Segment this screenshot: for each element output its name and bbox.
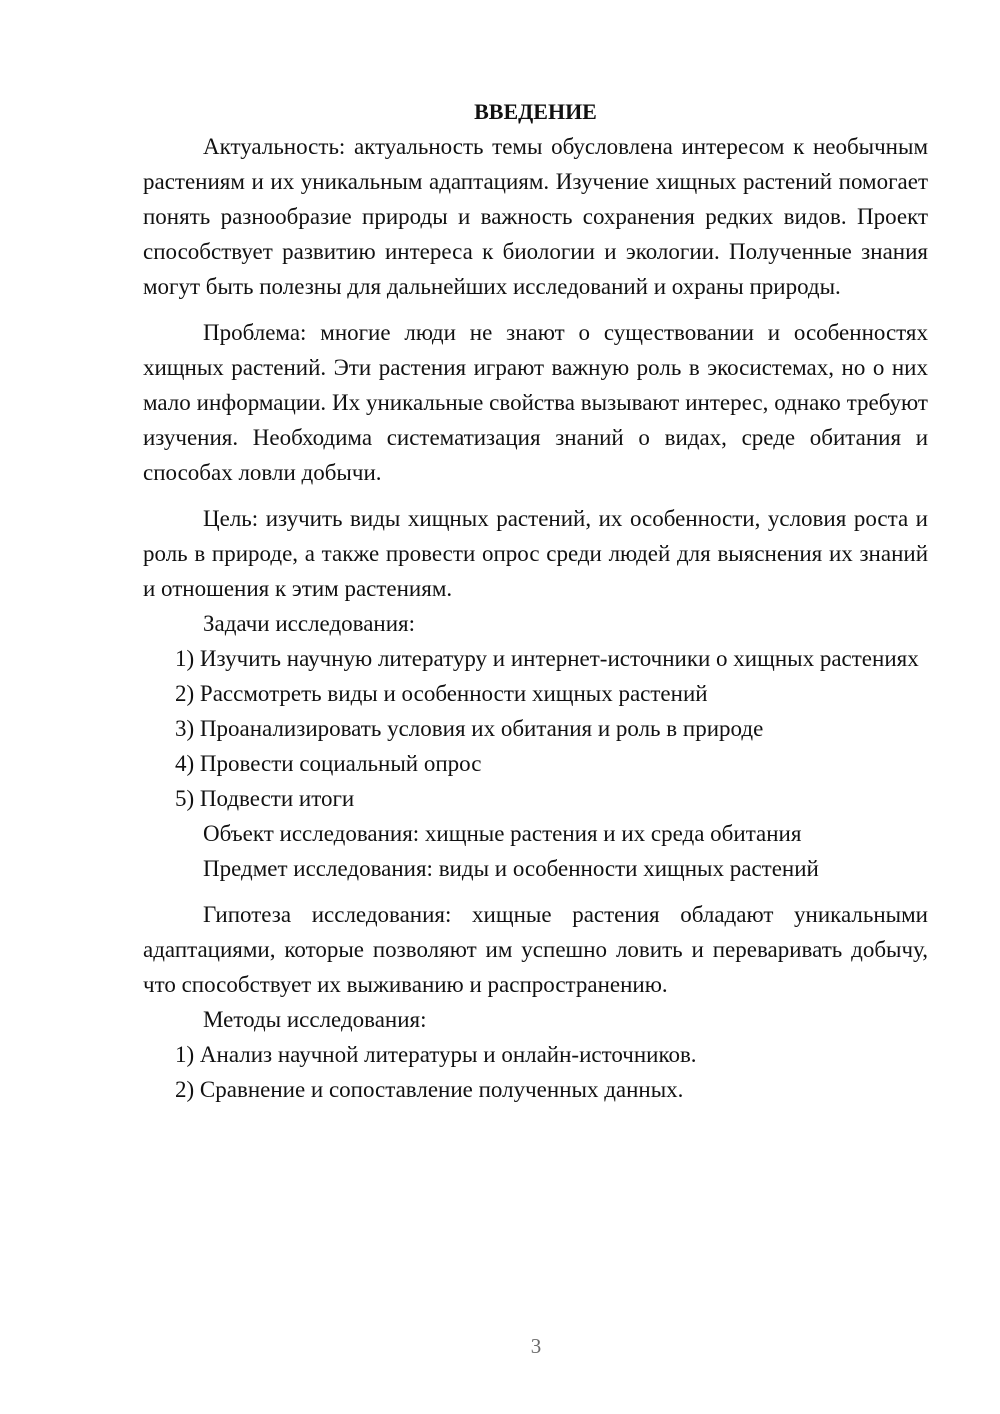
page-number: 3 xyxy=(530,1334,542,1358)
task-item: 2) Рассмотреть виды и особенности хищных растений xyxy=(175,681,708,706)
goal-paragraph: Цель: изучить виды хищных растений, их особенности, условия роста и роль в природе, а также провести опрос среди людей для выяснения их знаний и отношения к этим растениям. xyxy=(143,506,928,601)
tasks-heading: Задачи исследования: xyxy=(203,611,416,636)
problem-paragraph: Проблема: многие люди не знают о существовании и особенностях хищных растений. Эти растения играют важную роль в экосистемах, но о них мало информации. Их уникальные свойства вызывают интерес, однако требуют изучения. Необходима систематизация знаний о видах, среде обитания и способах ловли добычи. xyxy=(143,320,928,485)
method-item: 2) Сравнение и сопоставление полученных данных. xyxy=(175,1077,684,1102)
relevance-paragraph: Актуальность: актуальность темы обусловлена интересом к необычным растениям и их уникальным адаптациям. Изучение хищных растений помогает понять разнообразие природы и важность сохранения редких видов. Проект способствует развитию интереса к биологии и экологии. Полученные знания могут быть полезны для дальнейших исследований и охраны природы. xyxy=(143,134,928,299)
subject-line: Предмет исследования: виды и особенности хищных растений xyxy=(203,856,819,881)
page-content xyxy=(143,94,928,1107)
task-item: 4) Провести социальный опрос xyxy=(175,751,482,776)
section-title: ВВЕДЕНИЕ xyxy=(474,99,597,124)
methods-heading: Методы исследования: xyxy=(203,1007,427,1032)
hypothesis-paragraph: Гипотеза исследования: хищные растения обладают уникальными адаптациями, которые позволяют им успешно ловить и переваривать добычу, что способствует их выживанию и распространению. xyxy=(143,902,928,997)
task-item: 1) Изучить научную литературу и интернет-источники о хищных растениях xyxy=(175,646,919,671)
object-line: Объект исследования: хищные растения и их среда обитания xyxy=(203,821,802,846)
method-item: 1) Анализ научной литературы и онлайн-источников. xyxy=(175,1042,697,1067)
task-item: 3) Проанализировать условия их обитания и роль в природе xyxy=(175,716,764,741)
task-item: 5) Подвести итоги xyxy=(175,786,355,811)
